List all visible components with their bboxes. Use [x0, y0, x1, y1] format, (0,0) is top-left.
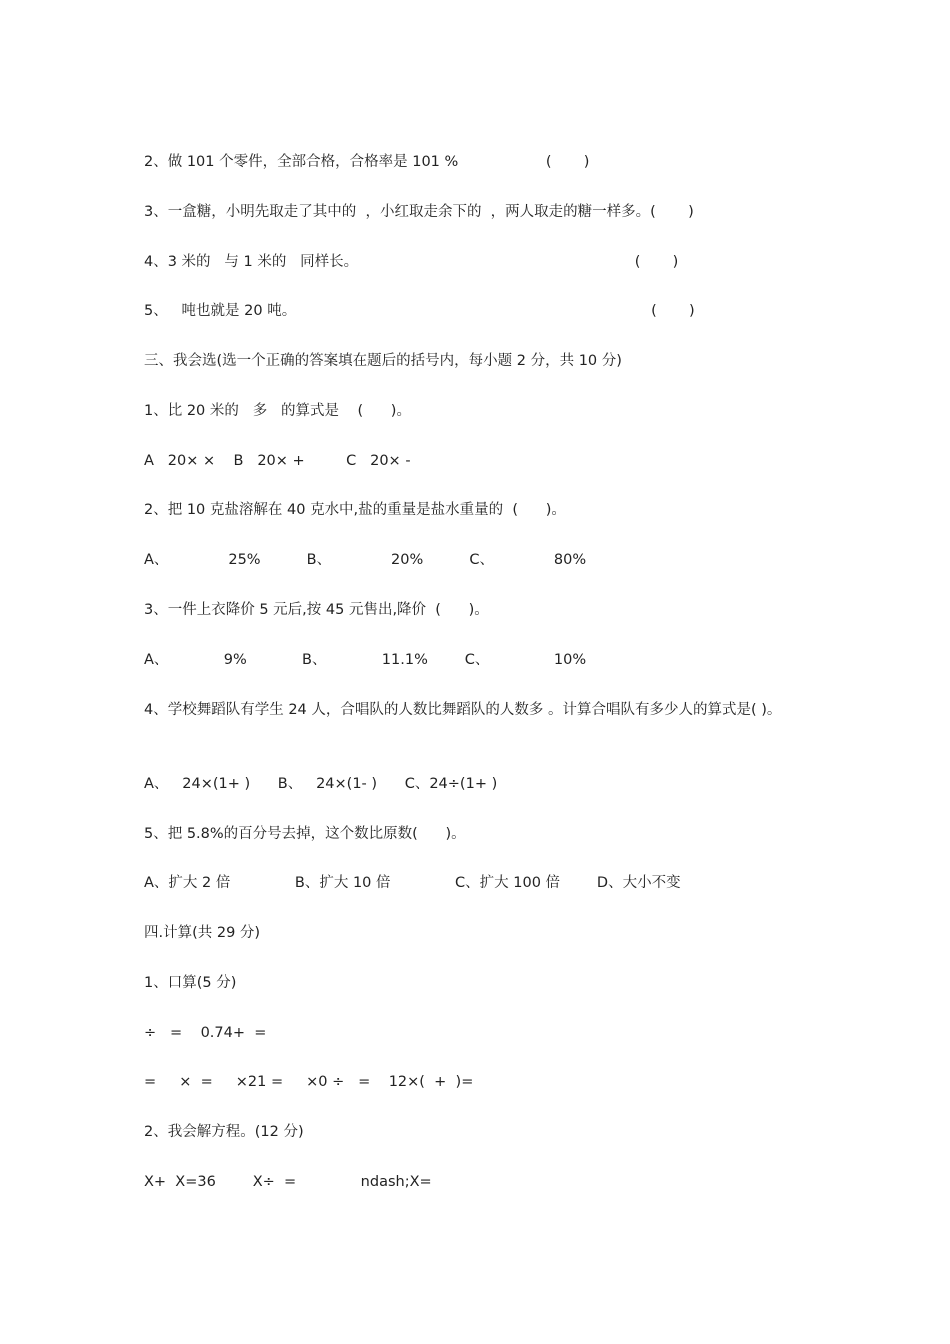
choice-question-4-options: A、 24×(1+ ) B、 24×(1- ) C、24÷(1+ )	[144, 776, 498, 792]
choice-question-4: 4、学校舞蹈队有学生 24 人，合唱队的人数比舞蹈队的人数多 。计算合唱队有多少人的算式是( )。	[144, 702, 782, 718]
question-3-line: 3、一盒糖，小明先取走了其中的 ，小红取走余下的 ，两人取走的糖一样多。( )	[144, 204, 694, 220]
equation-row-1: X+ X=36 X÷ = ndash;X=	[144, 1174, 432, 1190]
oral-calc-heading: 1、口算(5 分)	[144, 975, 237, 991]
choice-question-2-options: A、 25% B、 20% C、 80%	[144, 552, 587, 568]
choice-question-3: 3、一件上衣降价 5 元后,按 45 元售出,降价 ( )。	[144, 602, 489, 618]
question-4-line: 4、3 米的 与 1 米的 同样长。 ( )	[144, 254, 679, 270]
equation-heading: 2、我会解方程。(12 分)	[144, 1124, 304, 1140]
choice-question-2: 2、把 10 克盐溶解在 40 克水中,盐的重量是盐水重量的 ( )。	[144, 502, 566, 518]
section-4-heading: 四.计算(共 29 分)	[144, 925, 261, 941]
choice-question-5: 5、把 5.8%的百分号去掉，这个数比原数( )。	[144, 826, 466, 842]
choice-question-5-options: A、扩大 2 倍 B、扩大 10 倍 C、扩大 100 倍 D、大小不变	[144, 875, 681, 891]
choice-question-1: 1、比 20 米的 多 的算式是 ( )。	[144, 403, 411, 419]
oral-calc-row-1: ÷ = 0.74+ =	[144, 1025, 267, 1041]
choice-question-1-options: A 20× × B 20× + C 20× -	[144, 453, 411, 469]
question-5-line: 5、 吨也就是 20 吨。 ( )	[144, 303, 695, 319]
question-2-line: 2、做 101 个零件，全部合格，合格率是 101 % ( )	[144, 154, 590, 170]
oral-calc-row-2: = × = ×21 = ×0 ÷ = 12×( + )=	[144, 1074, 474, 1090]
choice-question-3-options: A、 9% B、 11.1% C、 10%	[144, 652, 587, 668]
section-3-heading: 三、我会选(选一个正确的答案填在题后的括号内，每小题 2 分，共 10 分)	[144, 353, 622, 369]
